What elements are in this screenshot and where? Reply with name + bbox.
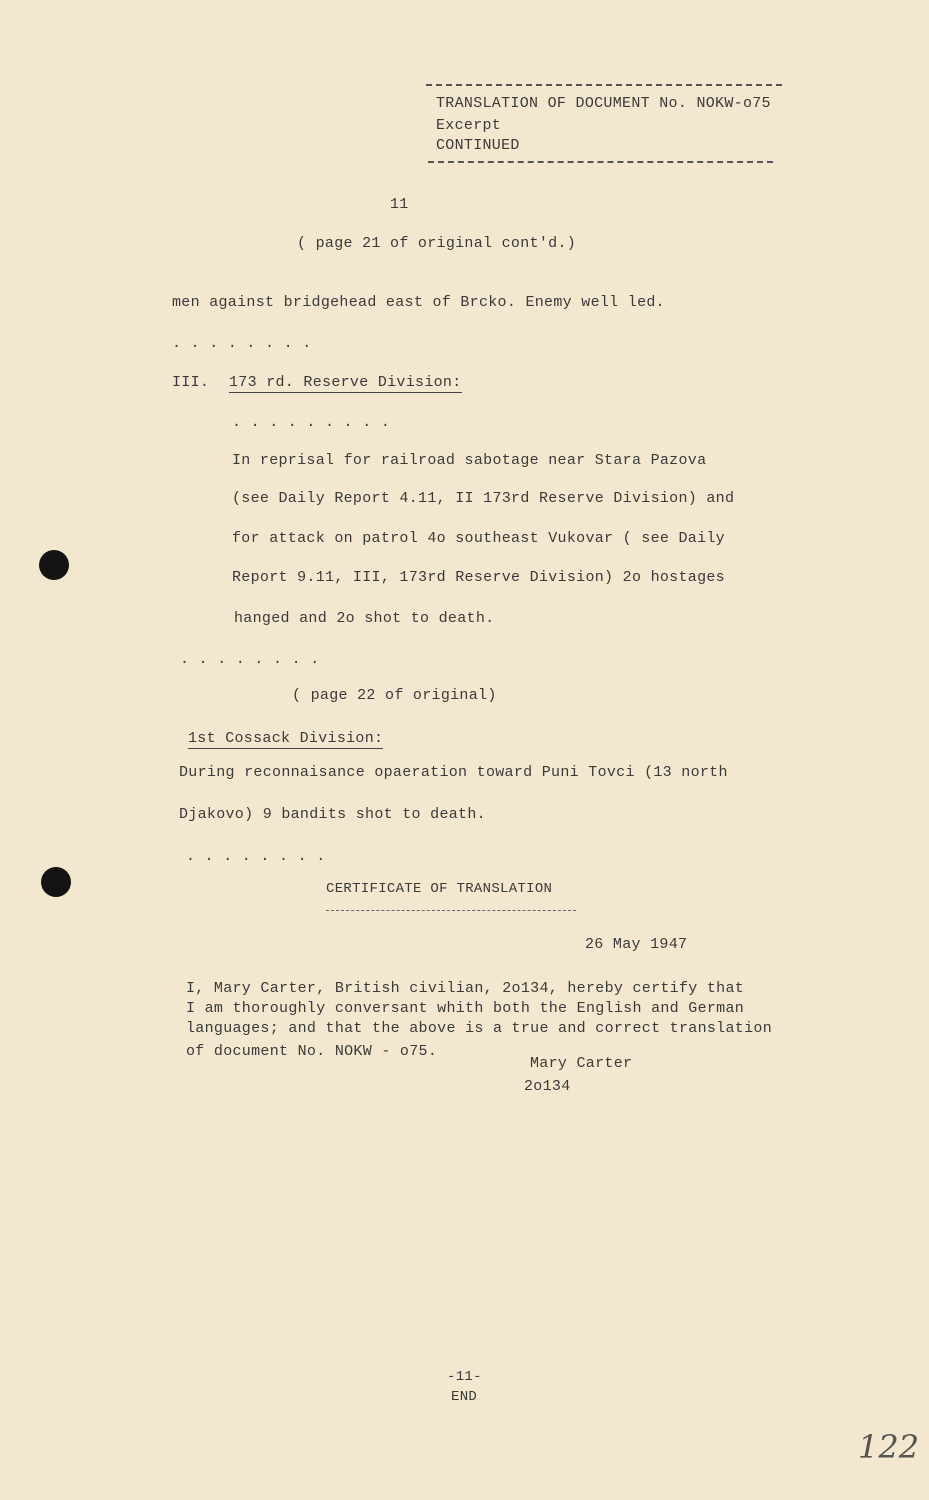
- signature-number: 2o134: [524, 1078, 571, 1095]
- certificate-title: CERTIFICATE OF TRANSLATION: [326, 881, 553, 897]
- cossack-line: Djakovo) 9 bandits shot to death.: [179, 806, 486, 823]
- reprisal-line: for attack on patrol 4o southeast Vukovar ( see Daily: [232, 530, 725, 547]
- ellipsis-dots: . . . . . . . .: [186, 848, 326, 865]
- reprisal-line: In reprisal for railroad sabotage near Stara Pazova: [232, 452, 707, 469]
- reprisal-line: Report 9.11, III, 173rd Reserve Division) 2o hostages: [232, 569, 725, 586]
- certificate-line: I, Mary Carter, British civilian, 2o134, hereby certify that: [186, 980, 745, 997]
- signature-name: Mary Carter: [530, 1055, 633, 1072]
- handwritten-page-number: 122: [858, 1428, 920, 1466]
- section-number: III.: [172, 374, 210, 391]
- header-rule-top: [426, 84, 782, 86]
- header-excerpt: Excerpt: [436, 117, 502, 134]
- certificate-line: of document No. NOKW - o75.: [186, 1043, 438, 1060]
- punch-hole-bottom: [41, 867, 71, 897]
- certificate-date: 26 May 1947: [585, 936, 688, 953]
- reprisal-line: hanged and 2o shot to death.: [234, 610, 495, 627]
- section-title: 173 rd. Reserve Division:: [229, 374, 462, 391]
- header-title: TRANSLATION OF DOCUMENT No. NOKW-o75: [436, 95, 771, 112]
- certificate-line: I am thoroughly conversant whith both the English and German: [186, 1000, 745, 1017]
- ellipsis-dots: . . . . . . . .: [180, 651, 320, 668]
- punch-hole-top: [39, 550, 69, 580]
- reprisal-line: (see Daily Report 4.11, II 173rd Reserve Division) and: [232, 490, 735, 507]
- header-continued: CONTINUED: [436, 137, 520, 154]
- enemy-line: men against bridgehead east of Brcko. Enemy well led.: [172, 294, 665, 311]
- footer-page-number: -11-: [447, 1369, 482, 1385]
- page-number-top: 11: [390, 196, 409, 213]
- header-rule-bottom: [428, 161, 773, 163]
- page-reference-21: ( page 21 of original cont'd.): [297, 235, 577, 252]
- footer-end: END: [451, 1389, 478, 1405]
- ellipsis-dots: . . . . . . . . .: [232, 414, 391, 431]
- cossack-line: During reconnaisance opaeration toward Puni Tovci (13 north: [179, 764, 728, 781]
- certificate-title-rule: [326, 910, 576, 911]
- cossack-division-title: 1st Cossack Division:: [188, 730, 384, 747]
- page-reference-22: ( page 22 of original): [292, 687, 497, 704]
- certificate-line: languages; and that the above is a true and correct translation: [186, 1020, 772, 1037]
- ellipsis-dots: . . . . . . . .: [172, 335, 312, 352]
